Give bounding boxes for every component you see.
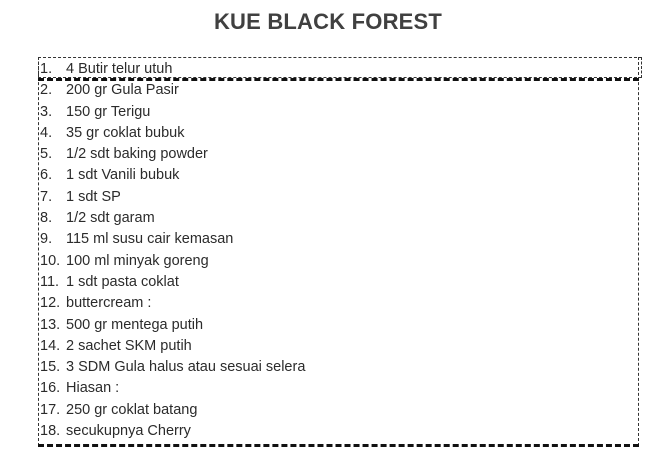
list-item-text: 1 sdt SP (66, 188, 121, 205)
list-item-text: 1 sdt Vanili bubuk (66, 167, 180, 184)
list-item-number: 10. (40, 252, 61, 269)
list-item-number: 4. (40, 124, 53, 141)
list-item[interactable] (38, 378, 305, 399)
list-item-text: 115 ml susu cair kemasan (66, 231, 234, 248)
list-item-text: 1/2 sdt baking powder (66, 146, 208, 163)
list-item[interactable] (38, 144, 305, 165)
list-item[interactable] (38, 293, 305, 314)
list-item-text: 2 sachet SKM putih (66, 337, 192, 354)
list-item-text: 3 SDM Gula halus atau sesuai selera (66, 359, 306, 376)
list-item-number: 9. (40, 231, 53, 248)
list-item-number: 8. (40, 210, 53, 227)
list-item[interactable] (38, 229, 305, 250)
list-item[interactable] (38, 80, 305, 101)
list-item-text: Hiasan : (66, 380, 120, 397)
list-item[interactable] (38, 187, 305, 208)
list-item[interactable] (38, 251, 305, 272)
list-item[interactable] (38, 272, 305, 293)
list-item-number: 6. (40, 167, 53, 184)
list-item-number: 17. (40, 401, 61, 418)
list-item[interactable] (38, 315, 305, 336)
list-item-number: 15. (40, 359, 61, 376)
list-item-text: 35 gr coklat bubuk (66, 124, 185, 141)
list-item-number: 5. (40, 146, 53, 163)
list-item-number: 14. (40, 337, 61, 354)
list-item-number: 3. (40, 103, 53, 120)
list-item[interactable] (38, 421, 305, 442)
list-item[interactable] (38, 102, 305, 123)
list-item-number: 18. (40, 423, 61, 440)
ingredient-list (38, 59, 305, 442)
page-title: KUE BLACK FOREST (213, 9, 443, 34)
list-item-number: 2. (40, 82, 53, 99)
list-item-number: 1. (40, 61, 53, 77)
list-item-text: 1/2 sdt garam (66, 210, 155, 227)
list-item-text: secukupnya Cherry (66, 423, 191, 440)
list-item[interactable] (38, 357, 305, 378)
list-item-text: 250 gr coklat batang (66, 401, 198, 418)
list-item-number: 7. (40, 188, 53, 205)
list-item-number: 13. (40, 316, 61, 333)
list-item-text: 500 gr mentega putih (66, 316, 204, 333)
list-item-text: 150 gr Terigu (66, 103, 151, 120)
list-item-number: 12. (40, 295, 61, 312)
list-item-text: 1 sdt pasta coklat (66, 273, 179, 290)
section-divider-bottom (38, 444, 639, 447)
list-item-number: 16. (40, 380, 61, 397)
list-item-text: 200 gr Gula Pasir (66, 82, 179, 99)
list-item[interactable] (38, 208, 305, 229)
list-item[interactable] (38, 336, 305, 357)
list-item-text: 4 Butir telur utuh (66, 61, 173, 77)
list-item-text: 100 ml minyak goreng (66, 252, 209, 269)
list-item[interactable] (38, 400, 305, 421)
list-item-number: 11. (40, 273, 60, 290)
list-item[interactable] (38, 123, 305, 144)
list-item[interactable] (38, 165, 305, 186)
list-item[interactable] (38, 59, 305, 80)
list-item-text: buttercream : (66, 295, 152, 312)
